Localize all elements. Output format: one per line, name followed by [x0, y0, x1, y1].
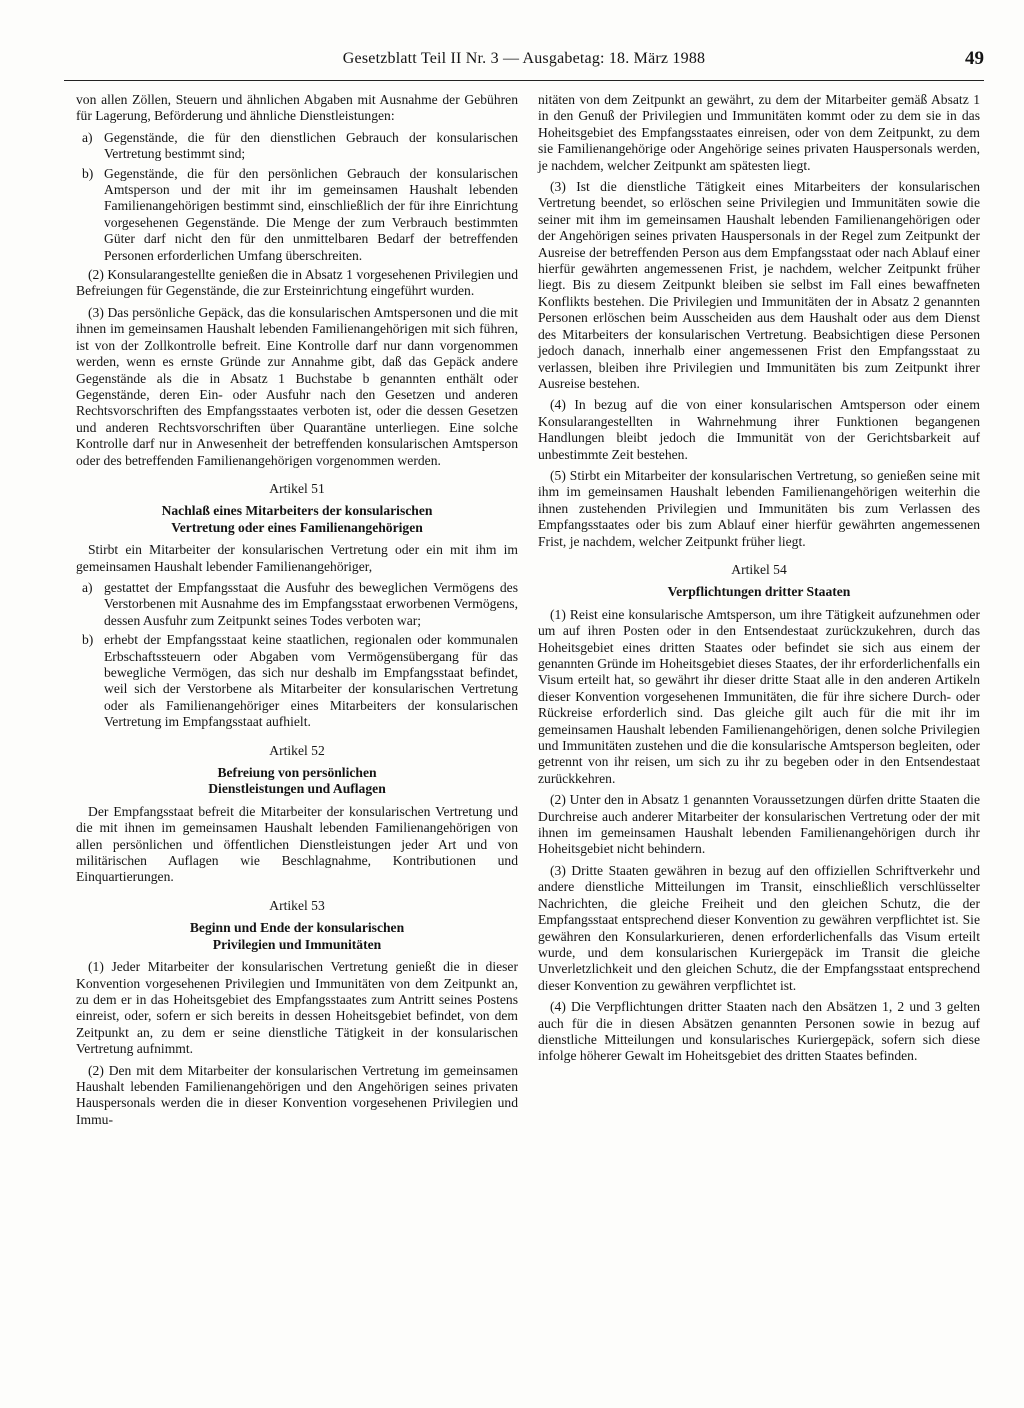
- item-text: gestattet der Empfangsstaat die Ausfuhr des beweglichen Vermögens des Verstorbenen mit Ausnahme des im Empfangsstaat erworbenen Vermögens, dessen Ausfuhr zum Zeitpunkt seines Todes verboten war;: [104, 579, 518, 628]
- title-line: Beginn und Ende der konsularischen: [189, 920, 405, 936]
- item-text: Gegenstände, die für den persönlichen Gebrauch der konsularischen Amtsperson und der mit ihr im gemeinsamen Haushalt lebenden Familienangehörigen bestimmt sind, einschließlich der für ihre Einrichtung vorgesehenen Gegenstände. Die Menge der zum Verbrauch bestimmten Güter darf nicht den für den unmittelbaren Bedarf der betreffenden Personen erforderlichen Umfang überschreiten.: [104, 165, 518, 263]
- list-item: [76, 130, 518, 163]
- item-label: a): [82, 129, 93, 145]
- article-51-title: [76, 503, 518, 536]
- paragraph: Stirbt ein Mitarbeiter der konsularischen Vertretung oder ein mit ihm im gemeinsamen Haushalt lebender Familienangehöriger,: [76, 542, 518, 574]
- right-column: [538, 92, 980, 1392]
- title-line: Vertretung oder eines Familienangehörigen: [171, 519, 423, 535]
- item-text: Gegenstände, die für den dienstlichen Gebrauch der konsularischen Vertretung bestimmt sind;: [104, 129, 518, 162]
- paragraph: (2) Konsularangestellte genießen die in Absatz 1 vorgesehenen Privilegien und Befreiungen für Gegenstände, die zur Ersteinrichtung eingeführt wurden.: [76, 267, 518, 299]
- paragraph: (4) Die Verpflichtungen dritter Staaten nach den Absätzen 1, 2 und 3 gelten auch für die in diesen Absätzen genannten Personen sowie in bezug auf dienstliche Mitteilungen und konsularisches Kuriergepäck, sofern sich diese infolge höherer Gewalt im Hoheitsgebiet des dritten Staates befinden.: [538, 999, 980, 1064]
- header-rule: [64, 80, 984, 81]
- paragraph: (3) Ist die dienstliche Tätigkeit eines Mitarbeiters der konsularischen Vertretung beendet, so erlöschen seine Privilegien und Immunitäten sowie die seiner mit ihm im gemeinsamen Haushalt lebenden Familienangehörigen oder der Angehörigen seines privaten Hauspersonals in der Regel zum Zeitpunkt der Ausreise der betreffenden Person aus dem Empfangsstaat oder nach Ablauf einer hierfür gewährten angemessenen Frist, je nachdem, welcher Zeitpunkt früher liegt. Bis zu diesem Zeitpunkt bleiben sie selbst im Fall eines bewaffneten Konflikts bestehen. Die Privilegien und Immunitäten der in Absatz 2 genannten Personen erlöschen beim Ausscheiden aus dem Haushalt oder aus dem Dienst des Mitarbeiters der konsularischen Vertretung. Beabsichtigen diese Personen jedoch danach, innerhalb einer angemessenen Frist den Empfangsstaat zu verlassen, bleiben ihre Privilegien und Immunitäten bis zum Zeitpunkt ihrer Ausreise bestehen.: [538, 179, 980, 391]
- list-item: [76, 166, 518, 264]
- intro-paragraph: von allen Zöllen, Steuern und ähnlichen Abgaben mit Ausnahme der Gebühren für Lagerung, Beförderung und ähnliche Dienstleistungen:: [76, 92, 518, 124]
- paragraph: (3) Das persönliche Gepäck, das die konsularischen Amtspersonen und die mit ihnen im gemeinsamen Haushalt lebenden Familienangehörigen mit sich führen, ist von der Zollkontrolle befreit. Eine Kontrolle darf nur dann vorgenommen werden, wenn es ernste Gründe zur Annahme gibt, daß das Gepäck andere Gegenstände als die in Absatz 1 Buchstabe b genannten enthält oder Gegenstände, deren Ein- oder Ausfuhr nach den Gesetzen und anderen Rechtsvorschriften des Empfangsstaates verboten ist, oder die dessen Gesetzen und anderen Rechtsvorschriften über Quarantäne unterliegen. Eine solche Kontrolle darf nur in Anwesenheit der betreffenden konsularischen Amtsperson oder des betreffenden Familienangehörigen vorgenommen werden.: [76, 304, 518, 468]
- paragraph: (3) Dritte Staaten gewähren in bezug auf den offiziellen Schriftverkehr und andere dienstliche Mitteilungen im Transit, einschließlich verschlüsselter Nachrichten, die gleiche Freiheit und den gleichen Schutz, die der Empfangsstaat entsprechend dieser Konvention zu gewähren verpflichtet ist. Sie gewähren den Konsularkurieren, denen erforderlichenfalls das Visum erteilt wurde, und dem konsularischen Kuriergepäck im Transit die gleiche Unverletzlichkeit und den gleichen Schutz, die der Empfangsstaat entsprechend dieser Konvention zu gewähren verpflichtet ist.: [538, 862, 980, 993]
- article-53-number: Artikel 53: [269, 897, 325, 913]
- paragraph: nitäten von dem Zeitpunkt an gewährt, zu dem der Mitarbeiter gemäß Absatz 1 in den Genuß der Privilegien und Immunitäten kommt oder zu dem sie in das Hoheitsgebiet des Empfangsstaates einreisen, oder von dem Zeitpunkt, zu dem sie Familienangehörige oder Angehörige seines privaten Hauspersonals werden, je nachdem, welcher Zeitpunkt am spätesten liegt.: [538, 92, 980, 173]
- article-54-title: Verpflichtungen dritter Staaten: [667, 584, 851, 600]
- paragraph: (5) Stirbt ein Mitarbeiter der konsularischen Vertretung, so genießen seine mit ihm im gemeinsamen Haushalt lebenden Familienangehörigen weiterhin die ihnen zustehenden Privilegien und Immunitäten bis zum Verlassen des Empfangsstaates oder bis zum Ablauf einer hierfür gewährten angemessenen Frist, je nachdem, welcher Zeitpunkt früher liegt.: [538, 467, 980, 549]
- list-item: [76, 632, 518, 730]
- paragraph: (2) Unter den in Absatz 1 genannten Voraussetzungen dürfen dritte Staaten die Durchreise auch anderer Mitarbeiter der konsularischen Vertretung oder der mit ihnen im gemeinsamen Haushalt lebenden Familienangehörigen durch ihr Hoheitsgebiet nicht behindern.: [538, 792, 980, 857]
- page-header: [64, 50, 984, 76]
- header-title: Gesetzblatt Teil II Nr. 3 — Ausgabetag: 18. März 1988: [342, 50, 706, 67]
- article-53-title: [76, 920, 518, 953]
- left-column: [76, 92, 518, 1392]
- title-line: Befreiung von persönlichen: [217, 765, 377, 781]
- article-52-number: Artikel 52: [269, 742, 325, 758]
- paragraph: (2) Den mit dem Mitarbeiter der konsularischen Vertretung im gemeinsamen Haushalt lebenden Familienangehörigen und den Angehörigen seines privaten Hauspersonals werden die in dieser Konvention vorgesehenen Privilegien und Immu-: [76, 1062, 518, 1127]
- article-54-number: Artikel 54: [731, 561, 787, 577]
- item-label: a): [82, 579, 93, 595]
- paragraph: (1) Jeder Mitarbeiter der konsularischen Vertretung genießt die in dieser Konvention vorgesehenen Privilegien und Immunitäten von dem Zeitpunkt an, zu dem er in das Hoheitsgebiet des Empfangsstaates zum Antritt seines Postens einreist, oder, sofern er sich bereits in dessen Hoheitsgebiet befindet, von dem Zeitpunkt an, zu dem er seine dienstliche Tätigkeit in der konsularischen Vertretung aufnimmt.: [76, 959, 518, 1057]
- title-line: Dienstleistungen und Auflagen: [208, 781, 386, 797]
- article-52-title: [76, 765, 518, 798]
- item-label: b): [82, 165, 94, 181]
- page-number: 49: [965, 48, 984, 69]
- item-text: erhebt der Empfangsstaat keine staatlichen, regionalen oder kommunalen Erbschaftssteuern oder Abgaben vom Vermögensübergang für das bewegliche Vermögen, das sich nur deshalb im Empfangsstaat befindet, weil sich der Verstorbene als Mitarbeiter der konsularischen Vertretung oder als Familienangehöriger eines Mitarbeiters der konsularischen Vertretung im Empfangsstaat aufhielt.: [104, 632, 518, 730]
- article-51-number: Artikel 51: [269, 480, 325, 496]
- title-line: Nachlaß eines Mitarbeiters der konsularischen: [161, 503, 433, 519]
- paragraph: (1) Reist eine konsularische Amtsperson, um ihre Tätigkeit aufzunehmen oder um auf ihren Posten oder in den Entsendestaat zurückzukehren, durch das Hoheitsgebiet eines dritten Staates oder befindet sie sich aus einem der genannten Gründe im Hoheitsgebiet dieses Staates, der ihr erforderlichenfalls ein Visum erteilt hat, so gewährt ihr dieser dritte Staat alle in den anderen Artikeln dieser Konvention vorgesehenen Immunitäten, die für ihre sichere Durch- oder Rückreise erforderlich sind. Das gleiche gilt auch für die mit ihr im gemeinsamen Haushalt lebenden Familienangehörigen, denen solche Privilegien und Immunitäten zustehen und die die konsularische Amtsperson begleiten, oder getrennt von ihr reisen, um sich zu ihr zu begeben oder in den Entsendestaat zurückkehren.: [538, 606, 980, 786]
- list-item: [76, 580, 518, 629]
- title-line: Privilegien und Immunitäten: [212, 936, 382, 952]
- item-label: b): [82, 632, 94, 648]
- paragraph: Der Empfangsstaat befreit die Mitarbeiter der konsularischen Vertretung und die mit ihnen im gemeinsamen Haushalt lebenden Familienangehörigen von allen persönlichen und öffentlichen Dienstleistungen jeder Art und von militärischen Auflagen wie Beschlagnahme, Kontributionen und Einquartierungen.: [76, 803, 518, 885]
- paragraph: (4) In bezug auf die von einer konsularischen Amtsperson oder einem Konsularangestellten in Wahrnehmung ihrer Funktionen begangenen Handlungen bleibt jedoch die Immunität von der Gerichtsbarkeit auf unbestimmte Zeit bestehen.: [538, 397, 980, 462]
